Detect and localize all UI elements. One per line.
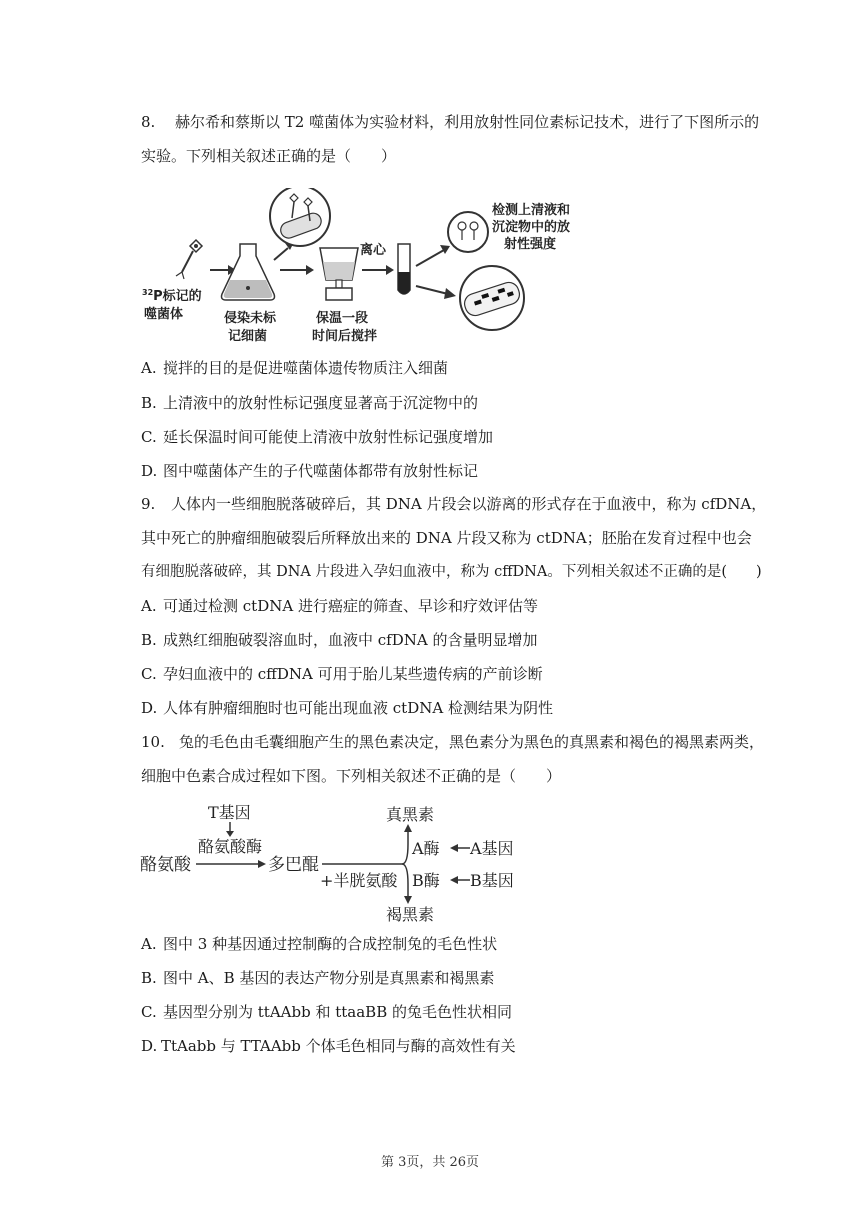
magnified-infection-icon xyxy=(270,188,330,246)
arrow-icon xyxy=(280,265,314,275)
q10-option-a: A. 图中 3 种基因通过控制酶的合成控制兔的毛色性状 xyxy=(141,935,498,953)
a-gene-label: A基因 xyxy=(470,839,514,858)
phage-label-2: 噬菌体 xyxy=(144,307,184,322)
precipitate-magnified-icon xyxy=(460,266,524,330)
q8-stem-2: 实验。下列相关叙述正确的是（ ） xyxy=(141,147,397,165)
pheomelanin-label: 褐黑素 xyxy=(386,905,435,924)
cysteine-label: +半胱氨酸 xyxy=(320,871,398,890)
q8-option-c: C. 延长保温时间可能使上清液中放射性标记强度增加 xyxy=(141,428,494,446)
blender-icon xyxy=(320,248,358,300)
q9-stem-1: 人体内一些细胞脱落破碎后，其 DNA 片段会以游离的形式存在于血液中，称为 cfDNA， xyxy=(171,495,767,513)
q10-number: 10. xyxy=(141,733,165,751)
arrow-up-icon xyxy=(404,824,412,832)
q8-experiment-figure xyxy=(140,188,610,348)
q8-number: 8. xyxy=(141,113,156,131)
branch-down-curve xyxy=(402,864,408,898)
t-gene-label: T基因 xyxy=(208,803,251,822)
b-gene-label: B基因 xyxy=(470,871,514,890)
q9-option-d: D. 人体有肿瘤细胞时也可能出现血液 ctDNA 检测结果为阴性 xyxy=(141,699,553,717)
q10-option-c: C. 基因型分别为 ttAAbb 和 ttaaBB 的兔毛色性状相同 xyxy=(141,1003,512,1021)
q9-stem-2: 其中死亡的肿瘤细胞破裂后所释放出来的 DNA 片段又称为 ctDNA；胚胎在发育过程中也会 xyxy=(141,529,752,547)
page-footer: 第 3页，共 26页 xyxy=(380,1155,480,1170)
phage-icon xyxy=(176,240,202,279)
q10-option-d: D. TtAabb 与 TTAAbb 个体毛色相同与酶的高效性有关 xyxy=(141,1037,516,1055)
q8-option-b: B. 上清液中的放射性标记强度显著高于沉淀物中的 xyxy=(141,394,479,412)
detect-label-2: 沉淀物中的放 xyxy=(492,220,571,235)
q9-number: 9. xyxy=(141,495,156,513)
q10-option-b: B. 图中 A、B 基因的表达产物分别是真黑素和褐黑素 xyxy=(141,969,495,987)
blender-label-1: 保温一段 xyxy=(316,311,369,326)
test-tube-icon xyxy=(398,244,410,294)
q9-option-c: C. 孕妇血液中的 cffDNA 可用于胎儿某些遗传病的产前诊断 xyxy=(141,665,543,683)
q9-option-a: A. 可通过检测 ctDNA 进行癌症的筛查、早诊和疗效评估等 xyxy=(141,597,538,615)
q8-option-a: A. 搅拌的目的是促进噬菌体遗传物质注入细菌 xyxy=(141,359,449,377)
q10-stem-2: 细胞中色素合成过程如下图。下列相关叙述不正确的是（ ） xyxy=(141,767,562,785)
detect-label-3: 射性强度 xyxy=(504,237,557,252)
arrow-down-icon xyxy=(404,896,412,904)
arrow-left-icon xyxy=(450,844,470,852)
q9-option-b: B. 成熟红细胞破裂溶血时，血液中 cfDNA 的含量明显增加 xyxy=(141,631,538,649)
dopaquinone-label: 多巴醌 xyxy=(268,855,319,875)
centrifuge-label: 离心 xyxy=(360,243,387,258)
arrow-icon xyxy=(416,286,456,299)
tyrosine-label: 酪氨酸 xyxy=(140,855,191,875)
flask-label-1: 侵染未标 xyxy=(224,311,277,326)
supernatant-magnified-icon xyxy=(448,212,488,252)
tyrosinase-label: 酪氨酸酶 xyxy=(198,837,263,856)
b-enzyme-label: B酶 xyxy=(412,871,440,890)
flask-label-2: 记细菌 xyxy=(228,329,268,344)
q9-line-1 xyxy=(141,494,766,514)
q10-pathway-figure xyxy=(140,800,540,925)
arrow-icon xyxy=(416,245,450,266)
arrow-icon xyxy=(362,265,394,275)
phage-label-1: $^{32}$P标记的 xyxy=(142,288,202,304)
detect-label-1: 检测上清液和 xyxy=(492,203,571,218)
a-enzyme-label: A酶 xyxy=(412,839,440,858)
branch-up-curve xyxy=(402,830,408,864)
q8-option-d: D. 图中噬菌体产生的子代噬菌体都带有放射性标记 xyxy=(141,462,479,480)
arrow-left-icon xyxy=(450,876,470,884)
eumelanin-label: 真黑素 xyxy=(386,805,435,824)
q8-stem-1: 赫尔希和蔡斯以 T2 噬菌体为实验材料，利用放射性同位素标记技术，进行了下图所示的 xyxy=(175,113,760,131)
q9-stem-3: 有细胞脱落破碎，其 DNA 片段进入孕妇血液中，称为 cffDNA。下列相关叙述不正确的是( ) xyxy=(141,564,762,580)
q10-line-1 xyxy=(141,732,764,752)
q10-stem-1: 兔的毛色由毛囊细胞产生的黑色素决定，黑色素分为黑色的真黑素和褐色的褐黑素两类， xyxy=(179,733,765,751)
blender-label-2: 时间后搅拌 xyxy=(312,329,378,344)
arrow-right-icon xyxy=(196,860,266,868)
q8-line-1 xyxy=(141,112,759,132)
arrow-down-icon xyxy=(226,822,234,837)
